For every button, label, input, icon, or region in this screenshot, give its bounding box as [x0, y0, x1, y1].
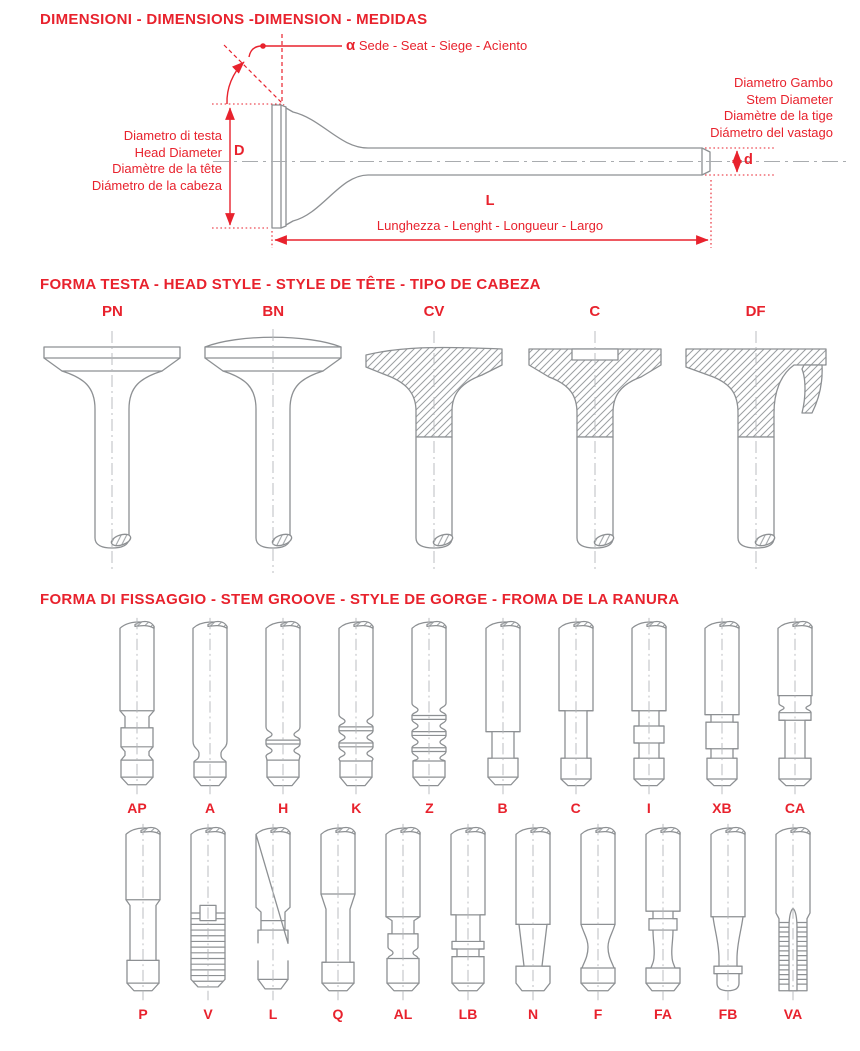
stem-groove-item — [764, 616, 826, 818]
stem-groove-label: H — [278, 800, 289, 816]
stem-groove-item — [179, 616, 241, 818]
stem-figure-al — [372, 822, 434, 1004]
head-diameter-label: Diametro di testa Head Diameter Diamètre de la tête Diámetro de la cabeza — [91, 128, 222, 193]
stem-groove-item — [398, 616, 460, 818]
head-style-item — [675, 303, 836, 577]
stem-figure-l — [242, 822, 304, 1004]
stem-figure-f — [567, 822, 629, 1004]
head-diameter-symbol: D — [234, 143, 245, 159]
stem-groove-title: FORMA DI FISSAGGIO - STEM GROOVE - STYLE DE GORGE - FROMA DE LA RANURA — [40, 591, 680, 608]
stem-groove-item — [177, 822, 239, 1024]
stem-groove-label: F — [593, 1006, 603, 1022]
stem-figure-z — [398, 616, 460, 798]
seat-angle-label: Sede - Seat - Siege - Acìento — [358, 38, 528, 53]
stem-diameter-label: Diametro Gambo Stem Diameter Diamètre de la tige Diámetro del vastago — [710, 75, 833, 140]
alpha-symbol: α — [346, 37, 356, 54]
stem-groove-item — [372, 822, 434, 1024]
head-figure-c — [515, 325, 675, 577]
stem-groove-item — [762, 822, 824, 1024]
stem-groove-label: Q — [332, 1006, 344, 1022]
stem-groove-item — [307, 822, 369, 1024]
stem-groove-label: FB — [718, 1006, 738, 1022]
stem-groove-item — [106, 616, 168, 818]
stem-figure-fb — [697, 822, 759, 1004]
stem-groove-label: A — [205, 800, 216, 816]
stem-figure-a — [179, 616, 241, 798]
stem-groove-item — [325, 616, 387, 818]
stem-figure-b — [472, 616, 534, 798]
stem-figure-xb — [691, 616, 753, 798]
head-style-row — [0, 293, 860, 577]
stem-figure-p — [112, 822, 174, 1004]
head-style-label: CV — [423, 303, 445, 320]
stem-groove-row-1 — [0, 608, 860, 818]
stem-figure-i — [618, 616, 680, 798]
stem-groove-label: C — [570, 800, 581, 816]
stem-groove-item — [697, 822, 759, 1024]
stem-groove-item — [112, 822, 174, 1024]
head-style-label: C — [589, 303, 601, 320]
stem-groove-label: I — [646, 800, 651, 816]
head-style-label: PN — [101, 303, 123, 320]
length-symbol: L — [485, 193, 495, 209]
head-figure-bn — [193, 325, 353, 577]
stem-groove-label: XB — [712, 800, 732, 816]
head-style-item — [514, 303, 675, 577]
head-style-section — [0, 276, 860, 577]
stem-groove-label: P — [138, 1006, 148, 1022]
stem-figure-k — [325, 616, 387, 798]
stem-groove-item — [242, 822, 304, 1024]
stem-groove-label: N — [527, 1006, 539, 1022]
head-style-item — [354, 303, 515, 577]
stem-groove-label: CA — [784, 800, 806, 816]
seat-angle-arc — [227, 62, 244, 104]
head-style-item — [32, 303, 193, 577]
stem-figure-lb — [437, 822, 499, 1004]
dimensions-title: DIMENSIONI - DIMENSIONS -DIMENSION - MEDIDAS — [40, 11, 428, 28]
head-style-title: FORMA TESTA - HEAD STYLE - STYLE DE TÊTE - TIPO DE CABEZA — [40, 276, 541, 293]
stem-groove-label: LB — [458, 1006, 478, 1022]
head-figure-pn — [32, 325, 192, 577]
stem-groove-label: V — [203, 1006, 213, 1022]
stem-groove-label: K — [351, 800, 362, 816]
stem-groove-label: AL — [393, 1006, 413, 1022]
stem-figure-ca — [764, 616, 826, 798]
stem-groove-section — [0, 591, 860, 1024]
stem-groove-label: L — [268, 1006, 278, 1022]
stem-groove-item — [502, 822, 564, 1024]
stem-groove-item — [545, 616, 607, 818]
stem-groove-item — [252, 616, 314, 818]
stem-figure-va — [762, 822, 824, 1004]
head-figure-cv — [354, 325, 514, 577]
head-style-label: BN — [262, 303, 285, 320]
head-style-label: DF — [745, 303, 766, 320]
stem-groove-row-2 — [0, 818, 860, 1024]
stem-figure-n — [502, 822, 564, 1004]
stem-figure-h — [252, 616, 314, 798]
stem-figure-v — [177, 822, 239, 1004]
dimensions-section — [0, 0, 860, 270]
head-figure-df — [676, 325, 836, 577]
stem-groove-label: AP — [127, 800, 147, 816]
stem-figure-c — [545, 616, 607, 798]
stem-groove-label: Z — [425, 800, 434, 816]
seat-angle-annotation — [346, 38, 527, 55]
stem-groove-label: VA — [783, 1006, 803, 1022]
stem-figure-q — [307, 822, 369, 1004]
stem-figure-fa — [632, 822, 694, 1004]
stem-diameter-symbol: d — [744, 152, 753, 168]
stem-groove-label: FA — [654, 1006, 672, 1022]
length-label: Lunghezza - Lenght - Longueur - Largo — [376, 218, 604, 233]
stem-groove-item — [618, 616, 680, 818]
stem-groove-label: B — [497, 800, 508, 816]
stem-groove-item — [691, 616, 753, 818]
stem-groove-item — [437, 822, 499, 1024]
stem-groove-item — [632, 822, 694, 1024]
stem-groove-item — [567, 822, 629, 1024]
head-style-item — [193, 303, 354, 577]
valve-head-face — [272, 105, 281, 228]
stem-groove-item — [472, 616, 534, 818]
stem-figure-ap — [106, 616, 168, 798]
